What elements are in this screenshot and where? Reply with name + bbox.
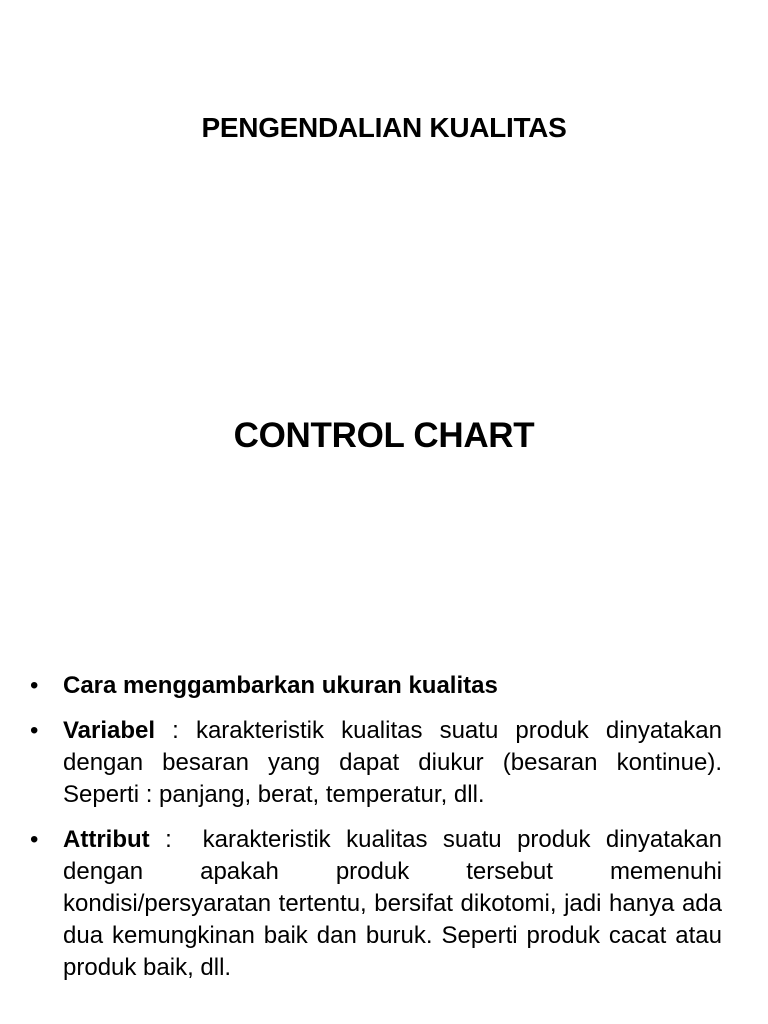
bullet-separator: : <box>155 717 196 744</box>
bullet-text-attribut: karakteristik kualitas suatu produk dinyatakan dengan apakah produk tersebut memenuhi kondisi/persyaratan tertentu, bersifat dikotomi, jadi hanya ada dua kemungkinan baik dan buruk. Seperti produk cacat atau produk baik, dll. <box>63 826 722 981</box>
bullet-separator: : <box>149 826 203 853</box>
bullet-list <box>30 670 722 997</box>
page-title: PENGENDALIAN KUALITAS <box>201 112 567 143</box>
bullet-text-variabel: karakteristik kualitas suatu produk dinyatakan dengan besaran yang dapat diukur (besaran kontinue). Seperti : panjang, berat, temperatur, dll. <box>63 717 722 808</box>
section-title: CONTROL CHART <box>233 416 535 455</box>
bullet-icon: • <box>30 826 39 853</box>
bullet-icon: • <box>30 717 39 744</box>
bullet-text-intro: Cara menggambarkan ukuran kualitas <box>63 672 498 699</box>
bullet-icon: • <box>30 672 39 699</box>
bullet-term-attribut: Attribut <box>63 826 150 853</box>
bullet-item-intro <box>30 670 722 702</box>
bullet-term-variabel: Variabel <box>63 717 156 744</box>
bullet-item-variabel <box>30 715 722 811</box>
bullet-item-attribut <box>30 824 722 984</box>
